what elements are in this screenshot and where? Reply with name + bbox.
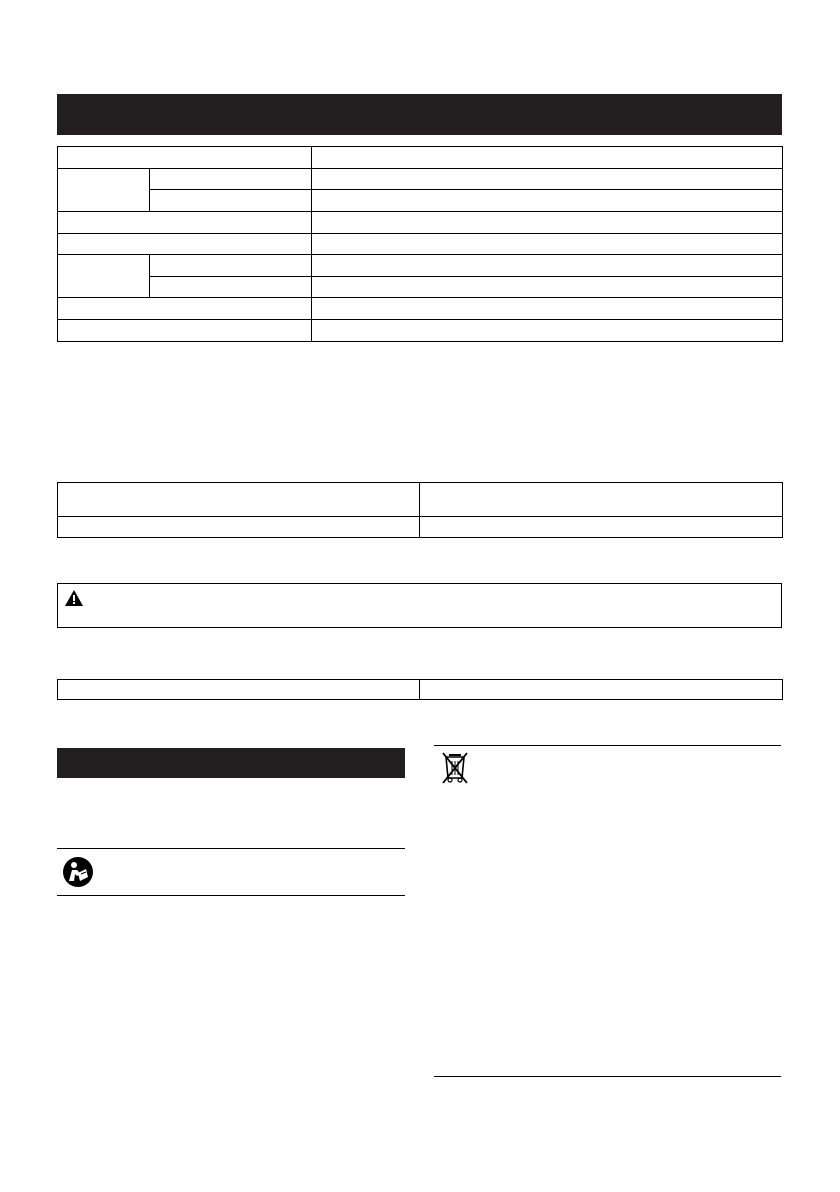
battery-row-right [420,517,783,538]
spec-label [58,298,312,320]
table-row [58,320,783,342]
battery-head-left [58,483,420,517]
spec-value [312,320,783,342]
tool-table [57,679,783,700]
spec-sublabel [150,169,312,190]
spec-label [58,234,312,255]
table-row [58,147,783,169]
table-row [58,169,783,190]
spec-sublabel [150,190,312,212]
table-row [58,255,783,277]
warning-box [57,583,782,628]
spec-value [312,255,783,277]
spec-label [58,212,312,234]
tool-table-right [420,680,783,700]
table-row [58,212,783,234]
symbols-header-bar [57,748,405,778]
table-row [58,190,783,212]
symbols-title [57,755,63,770]
section-header-title [57,106,65,122]
spec-value [312,234,783,255]
spec-label [58,320,312,342]
spec-value [312,212,783,234]
battery-head-right [420,483,783,517]
table-row [58,277,783,298]
spec-label [58,169,150,212]
spec-value [312,190,783,212]
spec-sublabel [150,277,312,298]
table-row [58,483,783,517]
warning-triangle-icon [65,590,83,606]
divider [434,1076,781,1077]
spec-value [312,298,783,320]
specifications-table [57,146,783,342]
crossed-out-bin-icon [441,751,469,785]
spec-value [312,147,783,169]
table-row [58,517,783,538]
battery-table [57,482,783,538]
spec-label [58,255,150,298]
spec-value [312,277,783,298]
table-row [58,680,783,700]
spec-sublabel [150,255,312,277]
spec-value [312,169,783,190]
divider [57,895,405,896]
battery-row-left [58,517,420,538]
spec-label [58,147,312,169]
tool-table-left [58,680,420,700]
divider [434,745,781,746]
table-row [58,298,783,320]
section-header-bar [57,94,782,135]
divider [57,848,405,849]
table-row [58,234,783,255]
read-manual-icon [63,857,93,887]
